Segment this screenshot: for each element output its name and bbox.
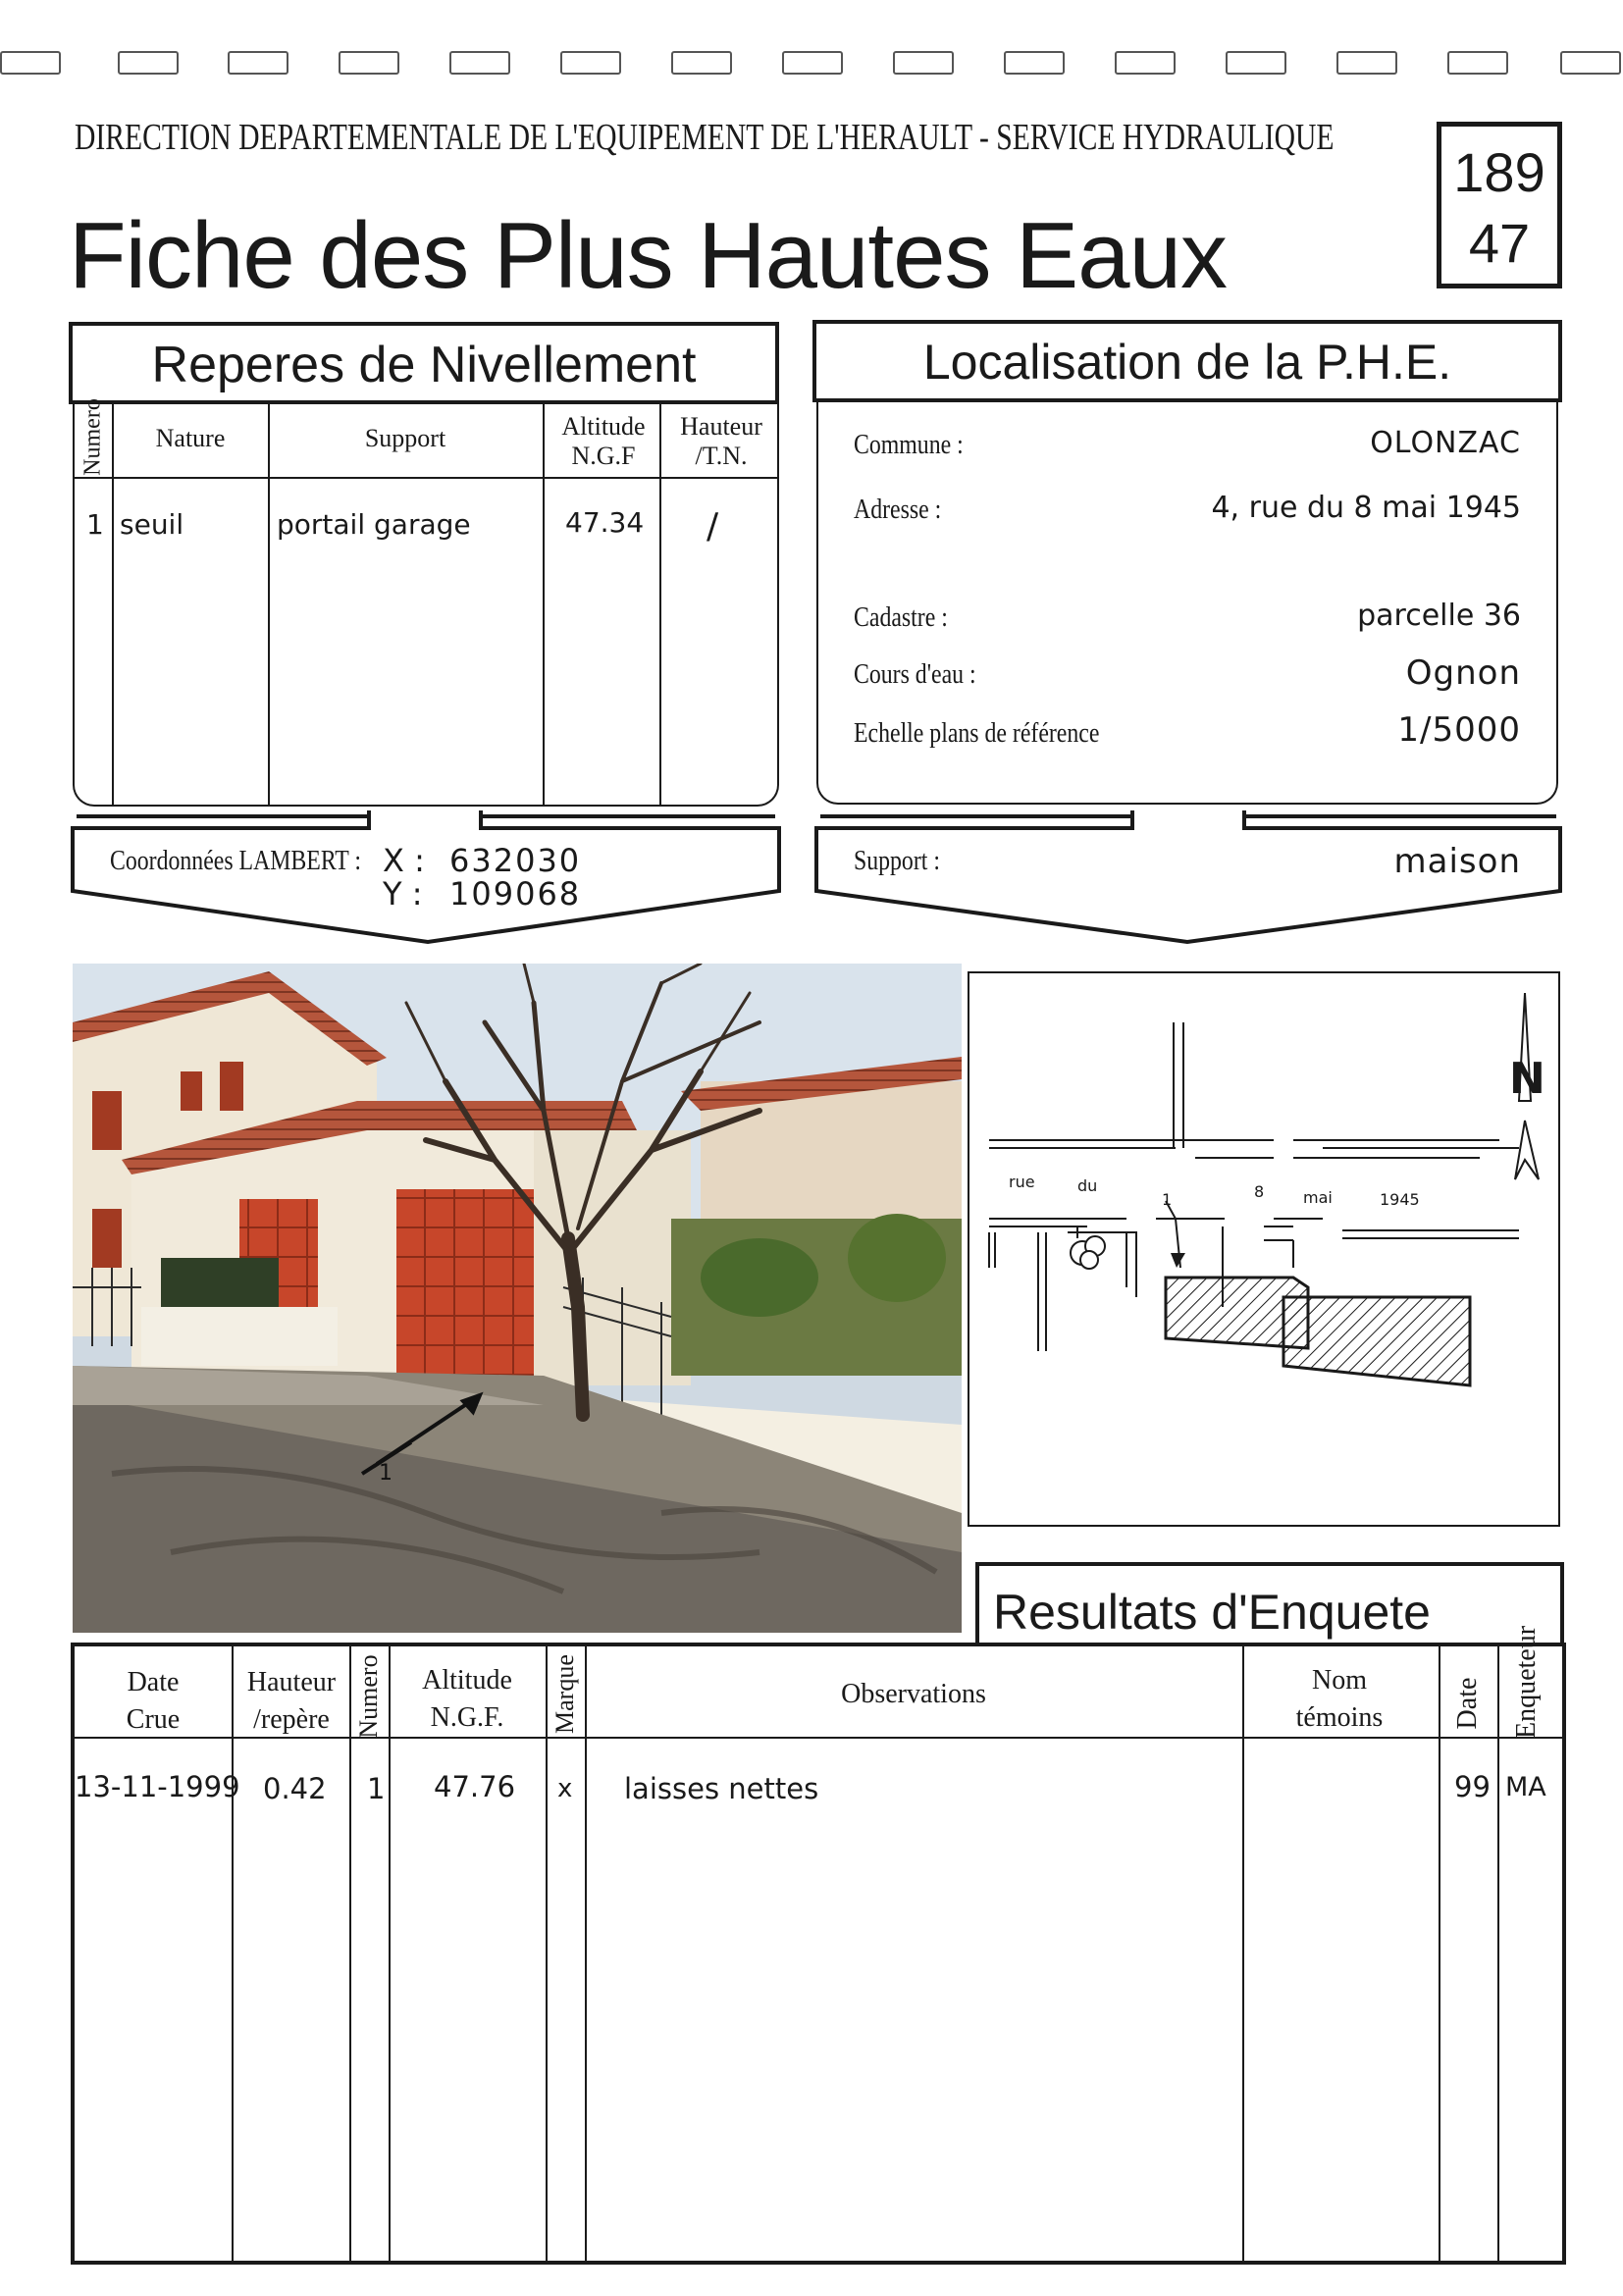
col-observations-header: Observations bbox=[841, 1679, 986, 1709]
site-photo bbox=[73, 964, 962, 1633]
reference-box bbox=[1437, 122, 1562, 288]
north-arrow-label: N bbox=[1509, 1054, 1545, 1104]
col-hauteur-repere-header: Hauteur /repère bbox=[246, 1667, 337, 1735]
map-marker-label: 1 bbox=[1162, 1190, 1173, 1209]
support-value: maison bbox=[1393, 842, 1521, 881]
col-hauteur-header: Hauteur /T.N. bbox=[680, 412, 762, 470]
support-label: Support : bbox=[854, 846, 940, 876]
localisation-title: Localisation de la P.H.E. bbox=[922, 335, 1452, 390]
photo-arrow-label: 1 bbox=[379, 1461, 393, 1486]
col-nature-header: Nature bbox=[155, 424, 226, 452]
street-word-4: mai bbox=[1303, 1188, 1333, 1207]
resultats-title: Resultats d'Enquete bbox=[993, 1585, 1431, 1640]
street-word-1: rue bbox=[1009, 1173, 1035, 1191]
cadastre-value: parcelle 36 bbox=[1357, 599, 1521, 633]
lambert-x-value: 632030 bbox=[449, 842, 582, 879]
cours-eau-value: Ognon bbox=[1405, 653, 1521, 693]
adresse-value: 4, rue du 8 mai 1945 bbox=[1211, 491, 1521, 525]
col-numero-header: Numero bbox=[79, 398, 106, 476]
lambert-label: Coordonnées LAMBERT : bbox=[110, 846, 361, 876]
agency-header: DIRECTION DEPARTEMENTALE DE L'EQUIPEMENT DE L'HERAULT - SERVICE HYDRAULIQUE bbox=[75, 117, 1335, 158]
col-marque-header: Marque bbox=[550, 1654, 579, 1734]
reperes-title: Reperes de Nivellement bbox=[151, 337, 697, 393]
res-row-numero: 1 bbox=[367, 1772, 386, 1805]
adresse-label: Adresse : bbox=[854, 495, 942, 525]
reperes-row-nature: seuil bbox=[120, 508, 184, 541]
localisation-title-box bbox=[812, 320, 1562, 402]
street-word-3: 8 bbox=[1254, 1182, 1265, 1201]
cours-eau-label: Cours d'eau : bbox=[854, 659, 976, 690]
res-row-marque: x bbox=[557, 1774, 573, 1803]
col-altitude-res-header: Altitude N.G.F. bbox=[422, 1665, 512, 1733]
location-map bbox=[968, 971, 1560, 1527]
street-word-5: 1945 bbox=[1380, 1190, 1420, 1209]
reperes-row-altitude: 47.34 bbox=[565, 506, 645, 539]
echelle-value: 1/5000 bbox=[1397, 710, 1521, 750]
lambert-y-value: 109068 bbox=[449, 875, 582, 913]
col-enqueteur-header: Enqueteur bbox=[1511, 1625, 1542, 1739]
res-row-observations: laisses nettes bbox=[624, 1772, 819, 1805]
col-altitude-header: Altitude N.G.F bbox=[561, 412, 646, 470]
res-row-date-crue: 13-11-1999 bbox=[75, 1770, 240, 1803]
res-row-enqueteur: MA bbox=[1505, 1772, 1546, 1802]
reference-bottom: 47 bbox=[1468, 212, 1531, 274]
col-numero-res-header: Numero bbox=[354, 1654, 383, 1739]
col-support-header: Support bbox=[364, 424, 446, 452]
lambert-x-label: X : bbox=[383, 842, 425, 879]
col-date-header: Date bbox=[1452, 1677, 1483, 1730]
lambert-y-label: Y : bbox=[383, 875, 423, 913]
commune-value: OLONZAC bbox=[1370, 426, 1521, 460]
res-row-hauteur: 0.42 bbox=[263, 1772, 327, 1805]
col-date-crue-header: Date Crue bbox=[126, 1667, 181, 1735]
cadastre-label: Cadastre : bbox=[854, 602, 948, 633]
resultats-title-box bbox=[975, 1562, 1564, 1644]
reperes-row-hauteur: / bbox=[707, 506, 719, 547]
reference-top: 189 bbox=[1453, 141, 1545, 203]
reperes-row-numero: 1 bbox=[86, 508, 104, 541]
reperes-title-box bbox=[69, 322, 779, 404]
page-title: Fiche des Plus Hautes Eaux bbox=[69, 203, 1227, 308]
res-row-date: 99 bbox=[1454, 1770, 1491, 1803]
commune-label: Commune : bbox=[854, 430, 964, 460]
res-row-altitude: 47.76 bbox=[434, 1770, 516, 1803]
echelle-label: Echelle plans de référence bbox=[854, 718, 1100, 749]
street-word-2: du bbox=[1077, 1176, 1098, 1195]
reperes-row-support: portail garage bbox=[277, 508, 471, 541]
col-nom-temoins-header: Nom témoins bbox=[1295, 1665, 1384, 1733]
